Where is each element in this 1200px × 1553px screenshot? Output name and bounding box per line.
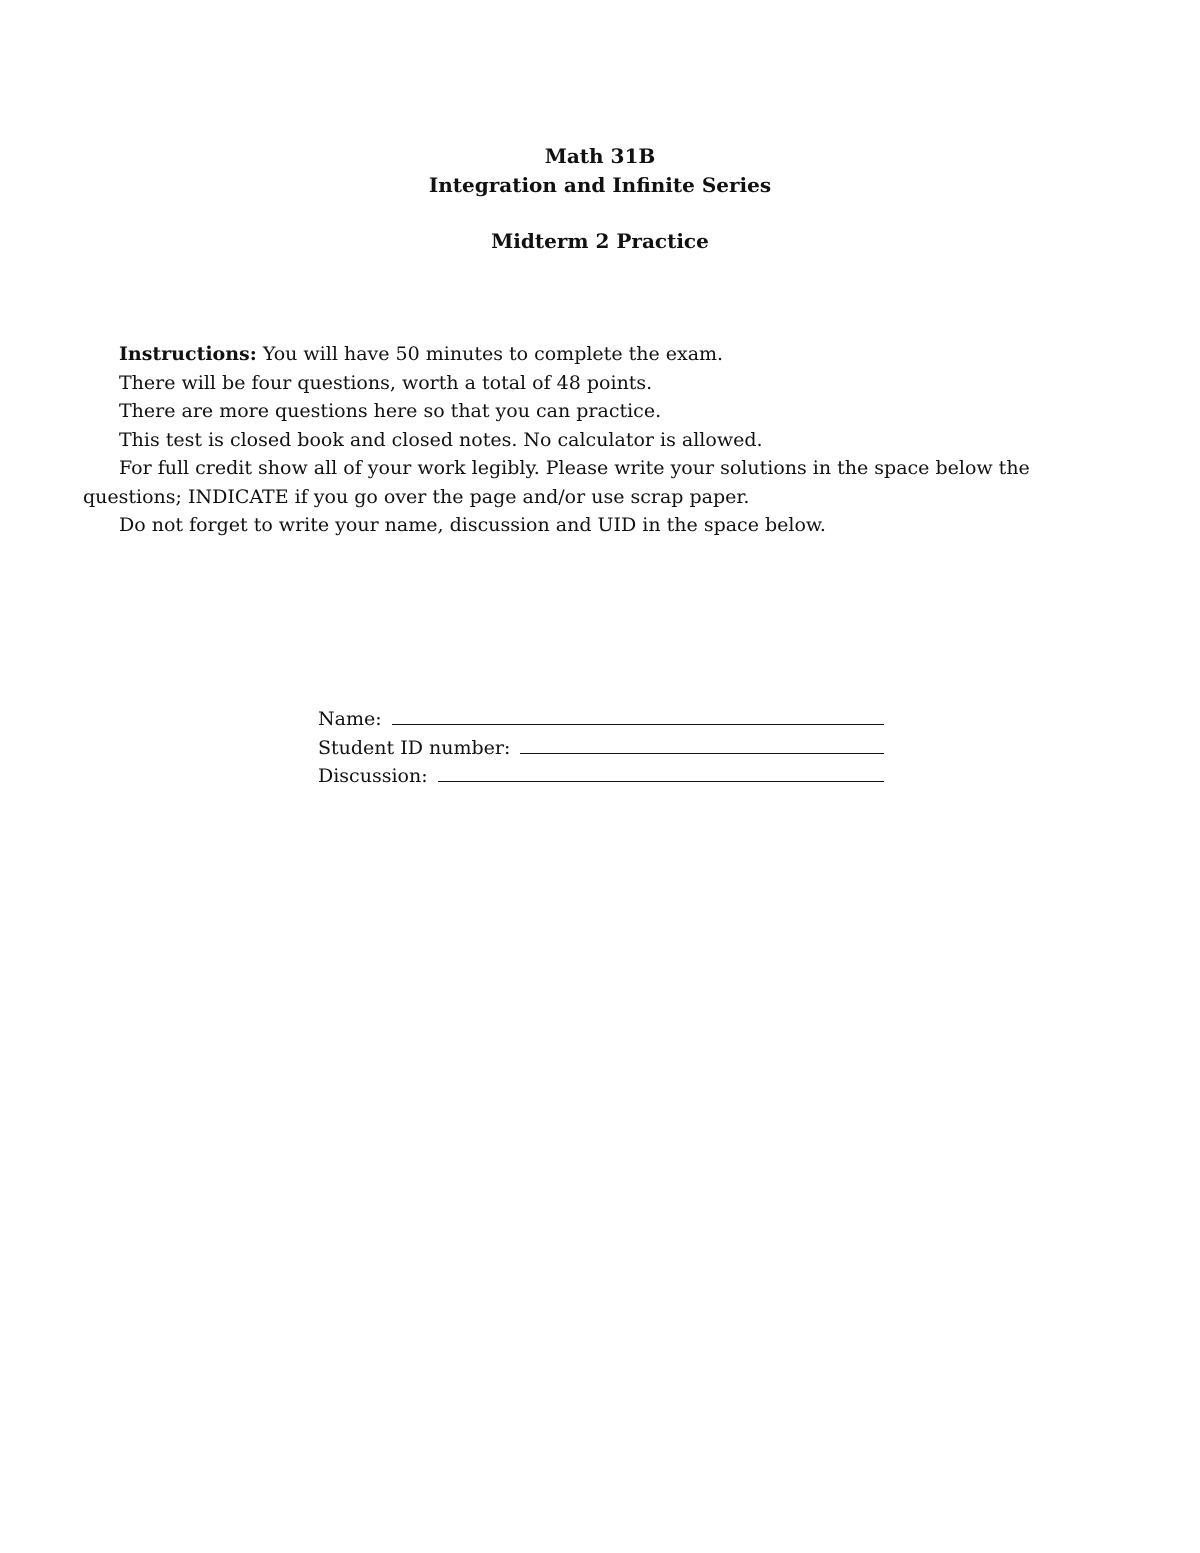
name-field[interactable] [392,706,884,725]
student-info-fields [318,705,888,791]
exam-title-block [0,142,1200,256]
instruction-line [83,340,1073,369]
instruction-line: This test is closed book and closed notes. No calculator is allowed. [119,428,763,451]
student-id-field-row [318,734,888,763]
instructions-section [83,340,1073,540]
discussion-field-row [318,762,888,791]
title-spacer [0,200,1200,227]
discussion-field[interactable] [438,763,884,782]
instruction-line: There will be four questions, worth a total of 48 points. [119,371,653,394]
instruction-time: You will have 50 minutes to complete the exam. [262,343,724,365]
exam-title: Midterm 2 Practice [491,229,709,253]
instructions-heading: Instructions: [119,343,257,365]
name-field-row [318,705,888,734]
name-label: Name: [318,708,382,730]
discussion-label: Discussion: [318,765,428,787]
student-id-field[interactable] [520,735,884,754]
instruction-line: Do not forget to write your name, discussion and UID in the space below. [119,514,826,536]
course-subtitle: Integration and Infinite Series [428,173,772,197]
student-id-label: Student ID number: [318,736,511,759]
instruction-line: There are more questions here so that you can practice. [119,400,662,422]
course-title: Math 31B [544,144,656,168]
instruction-line: For full credit show all of your work legibly. Please write your solutions in the space below the questions; INDICATE if you go over the page and/or use scrap paper. [83,457,1030,508]
